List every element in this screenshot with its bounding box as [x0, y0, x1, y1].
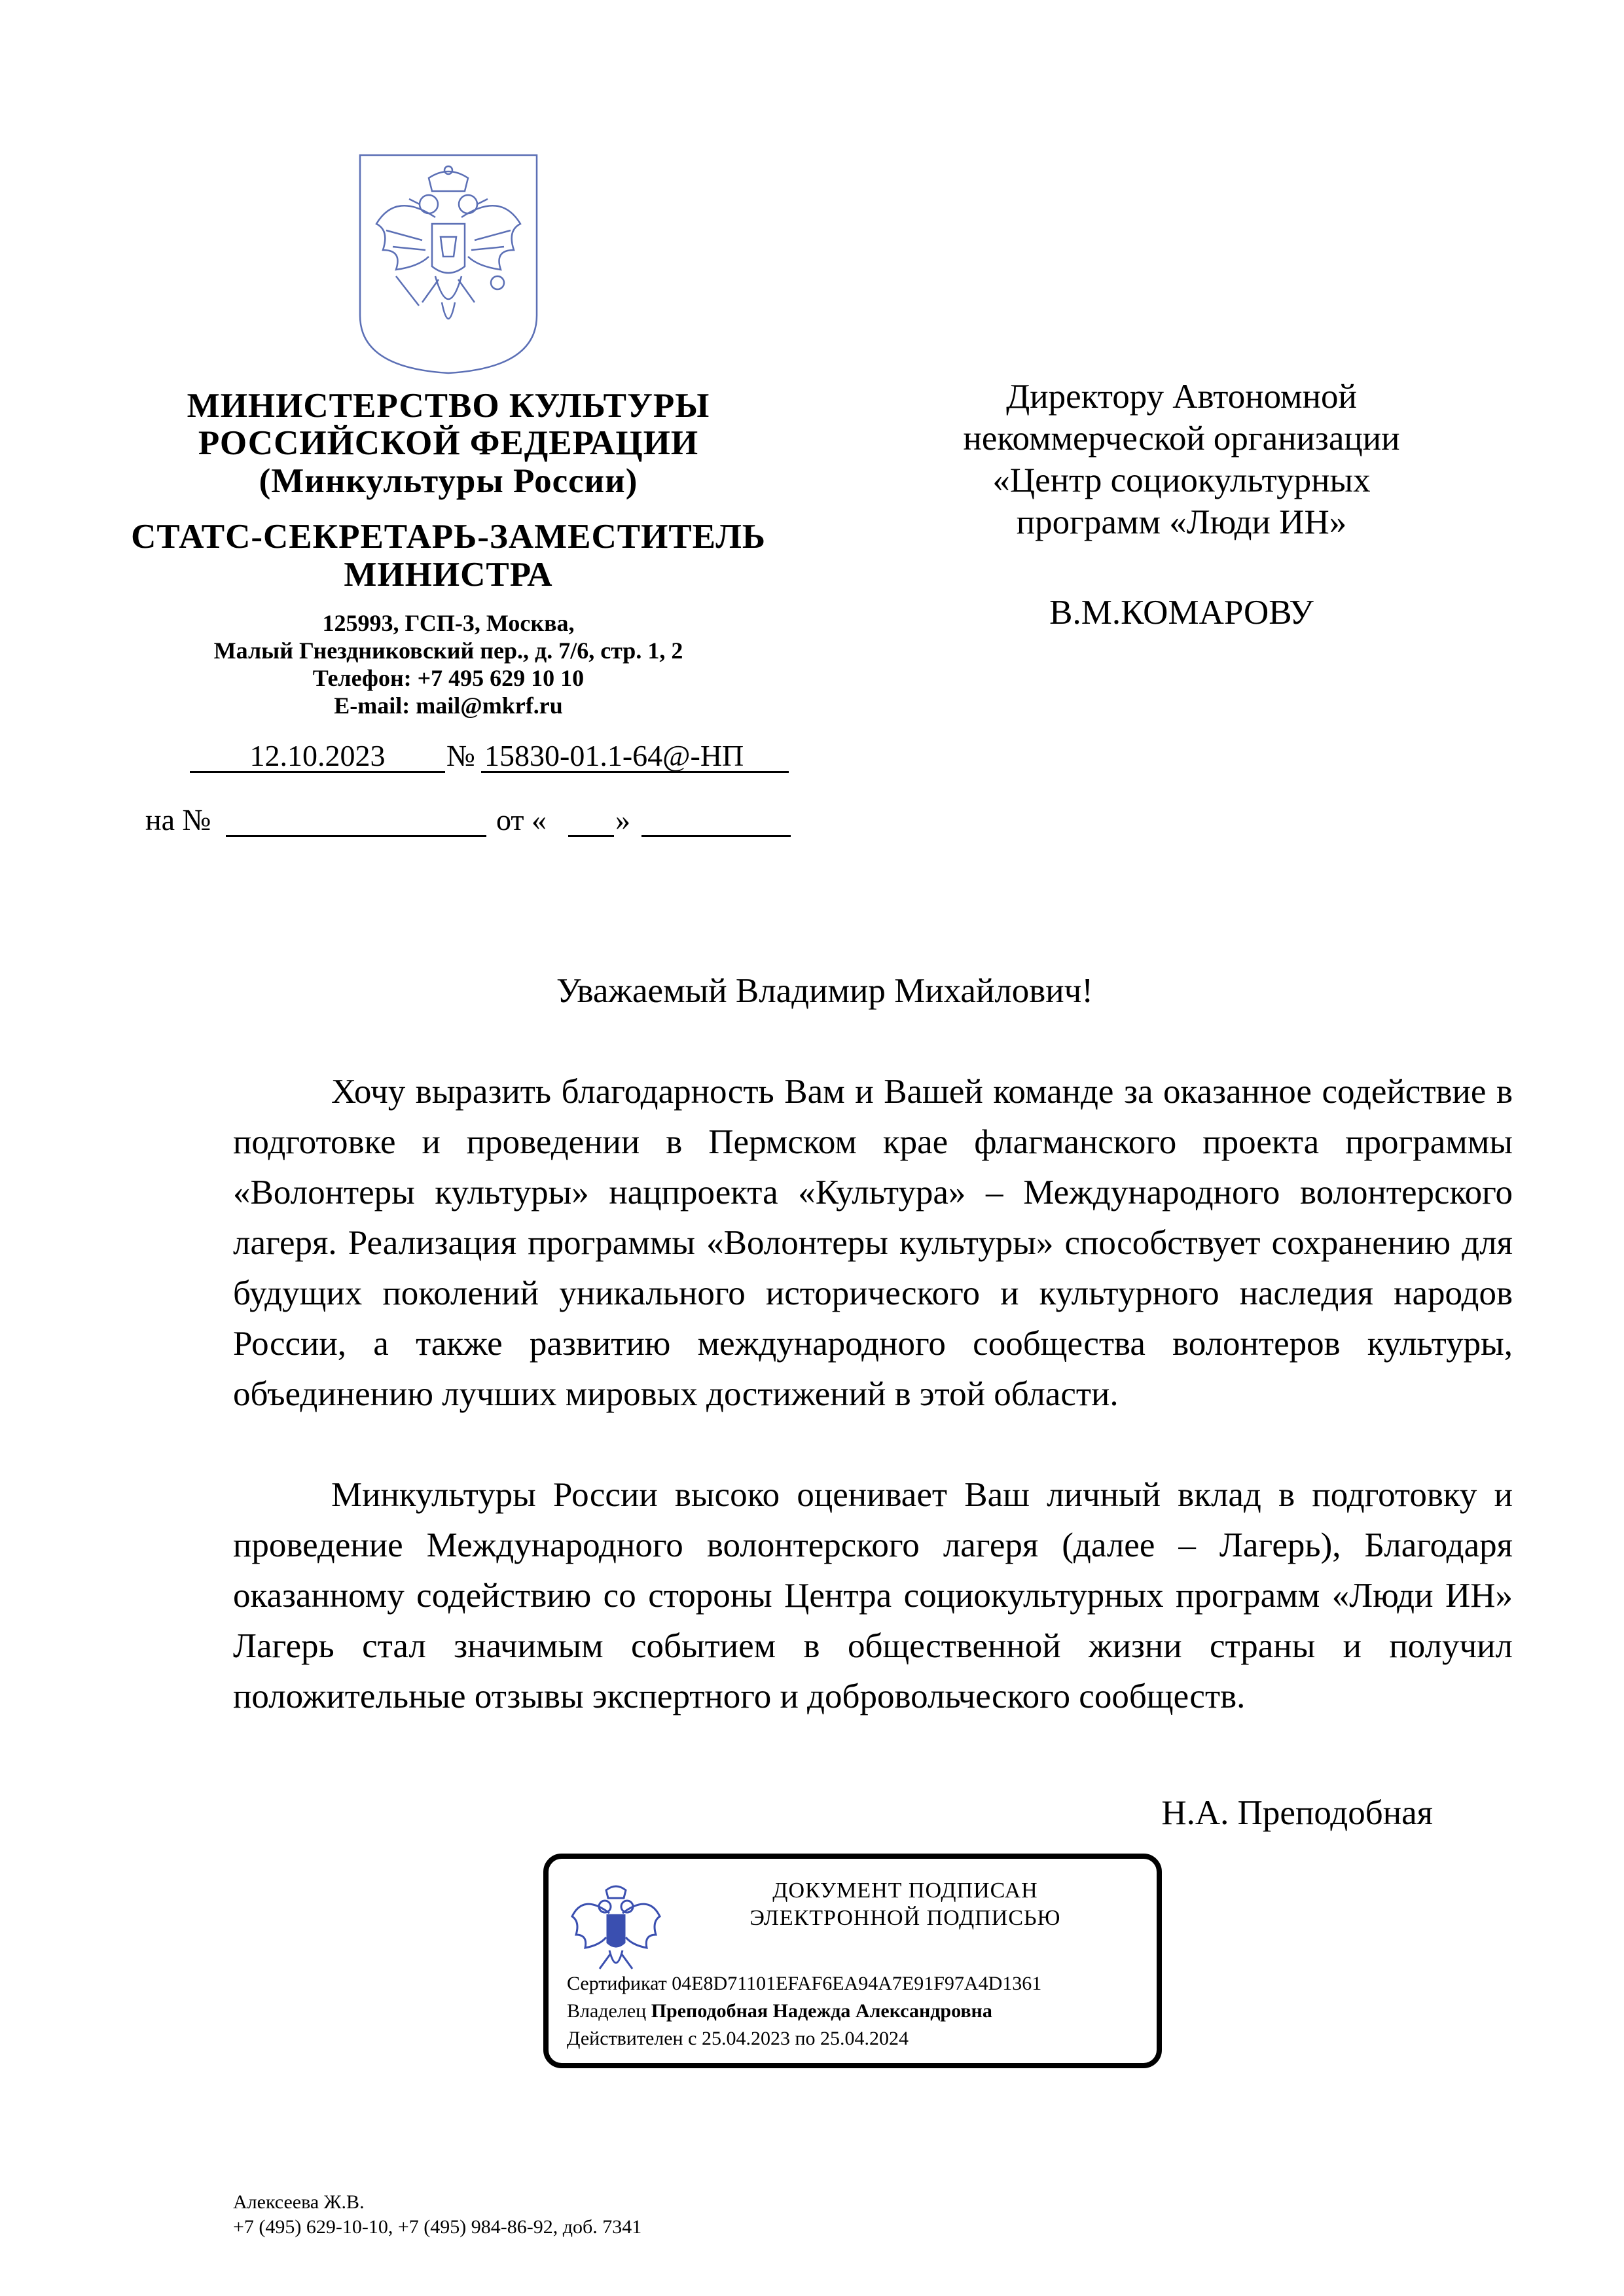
stamp-owner-row: [567, 1999, 992, 2024]
stamp-certificate-row: [567, 1971, 1041, 1996]
stamp-title-line2: ЭЛЕКТРОННОЙ ПОДПИСЬЮ: [749, 1906, 1061, 1930]
reply-from-label: от «: [496, 803, 547, 836]
salutation: Уважаемый Владимир Михайлович!: [556, 972, 1093, 1010]
addressee-line2: некоммерческой организации: [963, 420, 1400, 457]
position-line2: МИНИСТРА: [344, 556, 553, 594]
valid-label: Действителен с: [567, 2028, 697, 2049]
e-signature-stamp: [543, 1854, 1162, 2068]
ministry-short-name: (Минкультуры России): [259, 462, 638, 500]
executor-phones: +7 (495) 629-10-10, +7 (495) 984-86-92, доб. 7341: [233, 2216, 642, 2238]
paragraph-1: Хочу выразить благодарность Вам и Вашей команде за оказанное содействие в подготовке и проведении в Пермском крае флагманского проекта программы «Волонтеры культуры» нацпроекта «Культура» – Международного волонтерского лагеря. Реализация программы «Волонтеры культуры» способствует сохранению для будущих поколений уникального исторического и культурного наследия народов России, а также развитию международного сообщества волонтеров культуры, объединению лучших мировых достижений в этой области.: [233, 1073, 1513, 1413]
addressee-line3: «Центр социокультурных: [992, 461, 1371, 499]
reply-date-line: [641, 835, 791, 837]
email: E-mail: mail@mkrf.ru: [334, 692, 563, 719]
ministry-name-line1: МИНИСТЕРСТВО КУЛЬТУРЫ: [187, 387, 710, 425]
reply-quote-close: »: [615, 803, 630, 836]
stamp-validity-row: [567, 2026, 909, 2051]
reply-number-label: на №: [145, 803, 211, 836]
coat-of-arms-icon: [357, 152, 540, 374]
addressee-name: В.М.КОМАРОВУ: [1049, 594, 1314, 632]
reply-number-line: [226, 835, 486, 837]
signer-name: Н.А. Преподобная: [1161, 1794, 1433, 1832]
certificate-value: 04E8D71101EFAF6EA94A7E91F97A4D1361: [672, 1973, 1042, 1994]
addressee-line1: Директору Автономной: [1006, 378, 1357, 416]
valid-from: 25.04.2023: [701, 2028, 790, 2049]
address-line2: Малый Гнездниковский пер., д. 7/6, стр. 1, 2: [213, 637, 683, 664]
stamp-title-line1: ДОКУМЕНТ ПОДПИСАН: [772, 1878, 1038, 1903]
ministry-name-line2: РОССИЙСКОЙ ФЕДЕРАЦИИ: [198, 424, 699, 462]
document-date: 12.10.2023: [249, 739, 386, 772]
valid-to-label: по: [795, 2028, 816, 2049]
phone: Телефон: +7 495 629 10 10: [312, 665, 585, 691]
address-line1: 125993, ГСП-3, Москва,: [322, 610, 575, 636]
valid-to: 25.04.2024: [820, 2028, 909, 2049]
reply-day-line: [568, 835, 614, 837]
position-line1: СТАТС-СЕКРЕТАРЬ-ЗАМЕСТИТЕЛЬ: [131, 518, 766, 556]
executor-name: Алексеева Ж.В.: [233, 2191, 365, 2213]
paragraph-2: Минкультуры России высоко оценивает Ваш личный вклад в подготовку и проведение Международного волонтерского лагеря (далее – Лагерь), Благодаря оказанному содействию со стороны Центра социокультурных программ «Люди ИН» Лагерь стал значимым событием в общественной жизни страны и получил положительные отзывы экспертного и добровольческого сообществ.: [233, 1476, 1513, 1715]
owner-value: Преподобная Надежда Александровна: [651, 2000, 992, 2022]
number-sign: №: [446, 739, 475, 772]
addressee-line4: программ «Люди ИН»: [1016, 503, 1347, 541]
document-number: 15830-01.1-64@-НП: [484, 739, 744, 772]
certificate-label: Сертификат: [567, 1973, 667, 1994]
owner-label: Владелец: [567, 2000, 647, 2022]
